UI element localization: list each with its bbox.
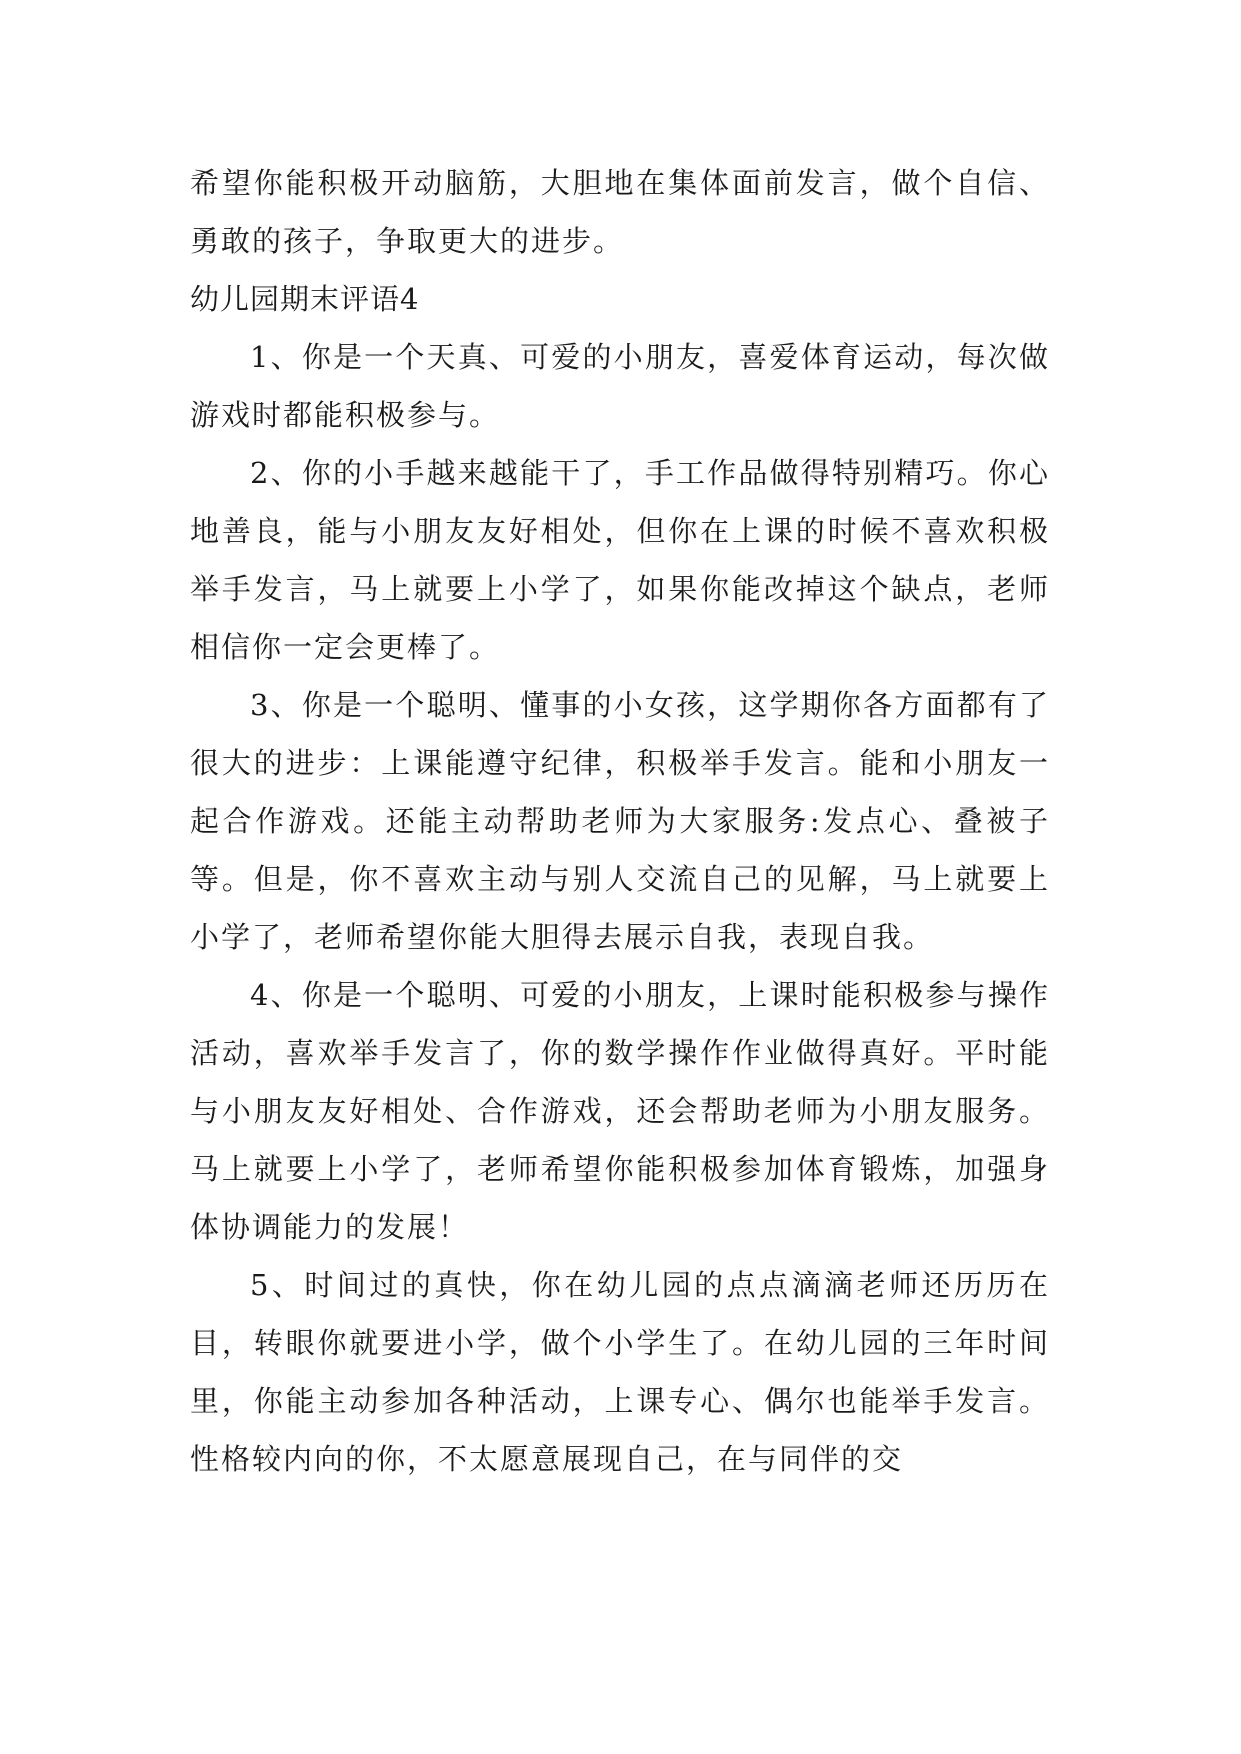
section-heading: 幼儿园期末评语4	[190, 282, 420, 316]
comment-paragraph-1: 1、你是一个天真、可爱的小朋友，喜爱体育运动，每次做游戏时都能积极参与。	[190, 340, 1050, 432]
opening-paragraph: 希望你能积极开动脑筋，大胆地在集体面前发言，做个自信、勇敢的孩子，争取更大的进步。	[190, 166, 1050, 258]
comment-paragraph-2: 2、你的小手越来越能干了，手工作品做得特别精巧。你心地善良，能与小朋友友好相处，但你在上课的时候不喜欢积极举手发言，马上就要上小学了，如果你能改掉这个缺点，老师相信你一定会更棒了。	[190, 456, 1050, 664]
comment-paragraph-4: 4、你是一个聪明、可爱的小朋友，上课时能积极参与操作活动，喜欢举手发言了，你的数学操作作业做得真好。平时能与小朋友友好相处、合作游戏，还会帮助老师为小朋友服务。马上就要上小学了，老师希望你能积极参加体育锻炼，加强身体协调能力的发展！	[190, 978, 1050, 1244]
document-body	[190, 154, 1050, 1488]
comment-paragraph-5: 5、时间过的真快，你在幼儿园的点点滴滴老师还历历在目，转眼你就要进小学，做个小学生了。在幼儿园的三年时间里，你能主动参加各种活动，上课专心、偶尔也能举手发言。性格较内向的你，不太愿意展现自己，在与同伴的交	[190, 1268, 1050, 1476]
comment-paragraph-3: 3、你是一个聪明、懂事的小女孩，这学期你各方面都有了很大的进步：上课能遵守纪律，积极举手发言。能和小朋友一起合作游戏。还能主动帮助老师为大家服务:发点心、叠被子等。但是，你不喜欢主动与别人交流自己的见解，马上就要上小学了，老师希望你能大胆得去展示自我，表现自我。	[190, 688, 1050, 954]
